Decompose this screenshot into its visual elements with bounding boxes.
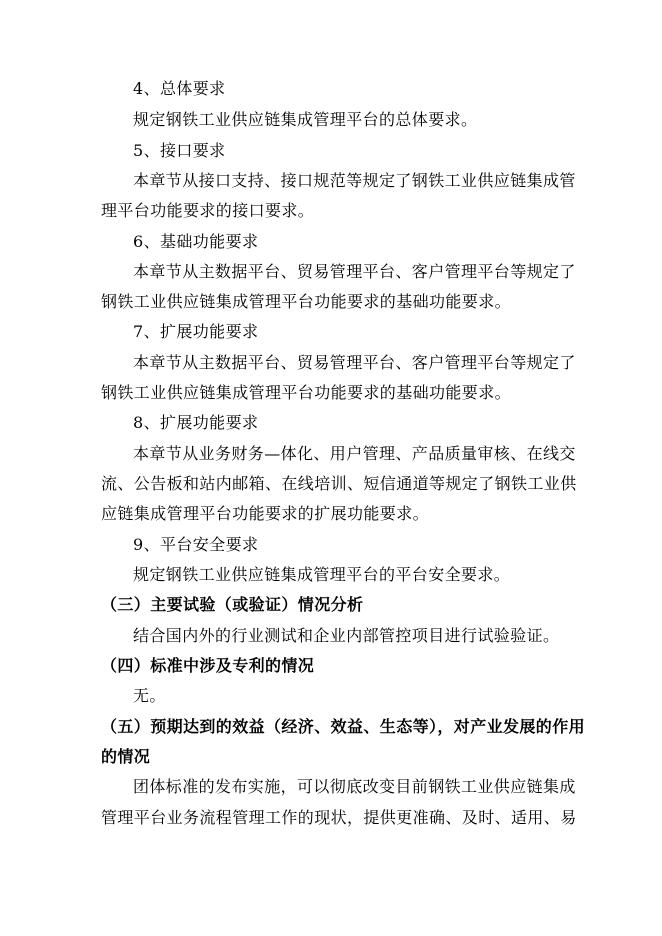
paragraph-line: 流、公告板和站内邮箱、在线培训、短信通道等规定了钢铁工业供 [101, 474, 577, 493]
paragraph-line: 钢铁工业供应链集成管理平台功能要求的基础功能要求。 [101, 383, 512, 402]
subheading-interface-requirements: 5、接口要求 [133, 141, 226, 160]
paragraph-line: 规定钢铁工业供应链集成管理平台的总体要求。 [133, 110, 478, 129]
subheading-extended-functions: 8、扩展功能要求 [133, 413, 259, 432]
paragraph-line: 规定钢铁工业供应链集成管理平台的平台安全要求。 [133, 565, 511, 584]
section-heading-tests: （三）主要试验（或验证）情况分析 [101, 595, 364, 614]
paragraph-line: 管理平台业务流程管理工作的现状，提供更准确、及时、适用、易 [101, 808, 577, 827]
paragraph-line: 应链集成管理平台功能要求的扩展功能要求。 [101, 504, 430, 523]
paragraph-line: 结合国内外的行业测试和企业内部管控项目进行试验验证。 [133, 626, 560, 645]
section-heading-benefits-cont: 的情况 [101, 747, 151, 766]
section-heading-patents: （四）标准中涉及专利的情况 [101, 656, 315, 675]
section-heading-benefits: （五）预期达到的效益（经济、效益、生态等），对产业发展的作用 [101, 717, 586, 736]
subheading-extended-functions: 7、扩展功能要求 [133, 322, 259, 341]
paragraph-line: 团体标准的发布实施，可以彻底改变目前钢铁工业供应链集成 [133, 777, 576, 796]
paragraph-line: 理平台功能要求的接口要求。 [101, 201, 315, 220]
subheading-platform-security: 9、平台安全要求 [133, 535, 259, 554]
subheading-overall-requirements: 4、总体要求 [133, 79, 226, 98]
paragraph-line: 本章节从业务财务—体化、用户管理、产品质量审核、在线交 [133, 444, 576, 463]
paragraph-line: 本章节从接口支持、接口规范等规定了钢铁工业供应链集成管 [133, 171, 576, 190]
paragraph-line: 钢铁工业供应链集成管理平台功能要求的基础功能要求。 [101, 292, 512, 311]
subheading-basic-functions: 6、基础功能要求 [133, 232, 259, 251]
paragraph-line: 本章节从主数据平台、贸易管理平台、客户管理平台等规定了 [133, 353, 576, 372]
paragraph-line: 无。 [133, 686, 166, 705]
paragraph-line: 本章节从主数据平台、贸易管理平台、客户管理平台等规定了 [133, 262, 576, 281]
